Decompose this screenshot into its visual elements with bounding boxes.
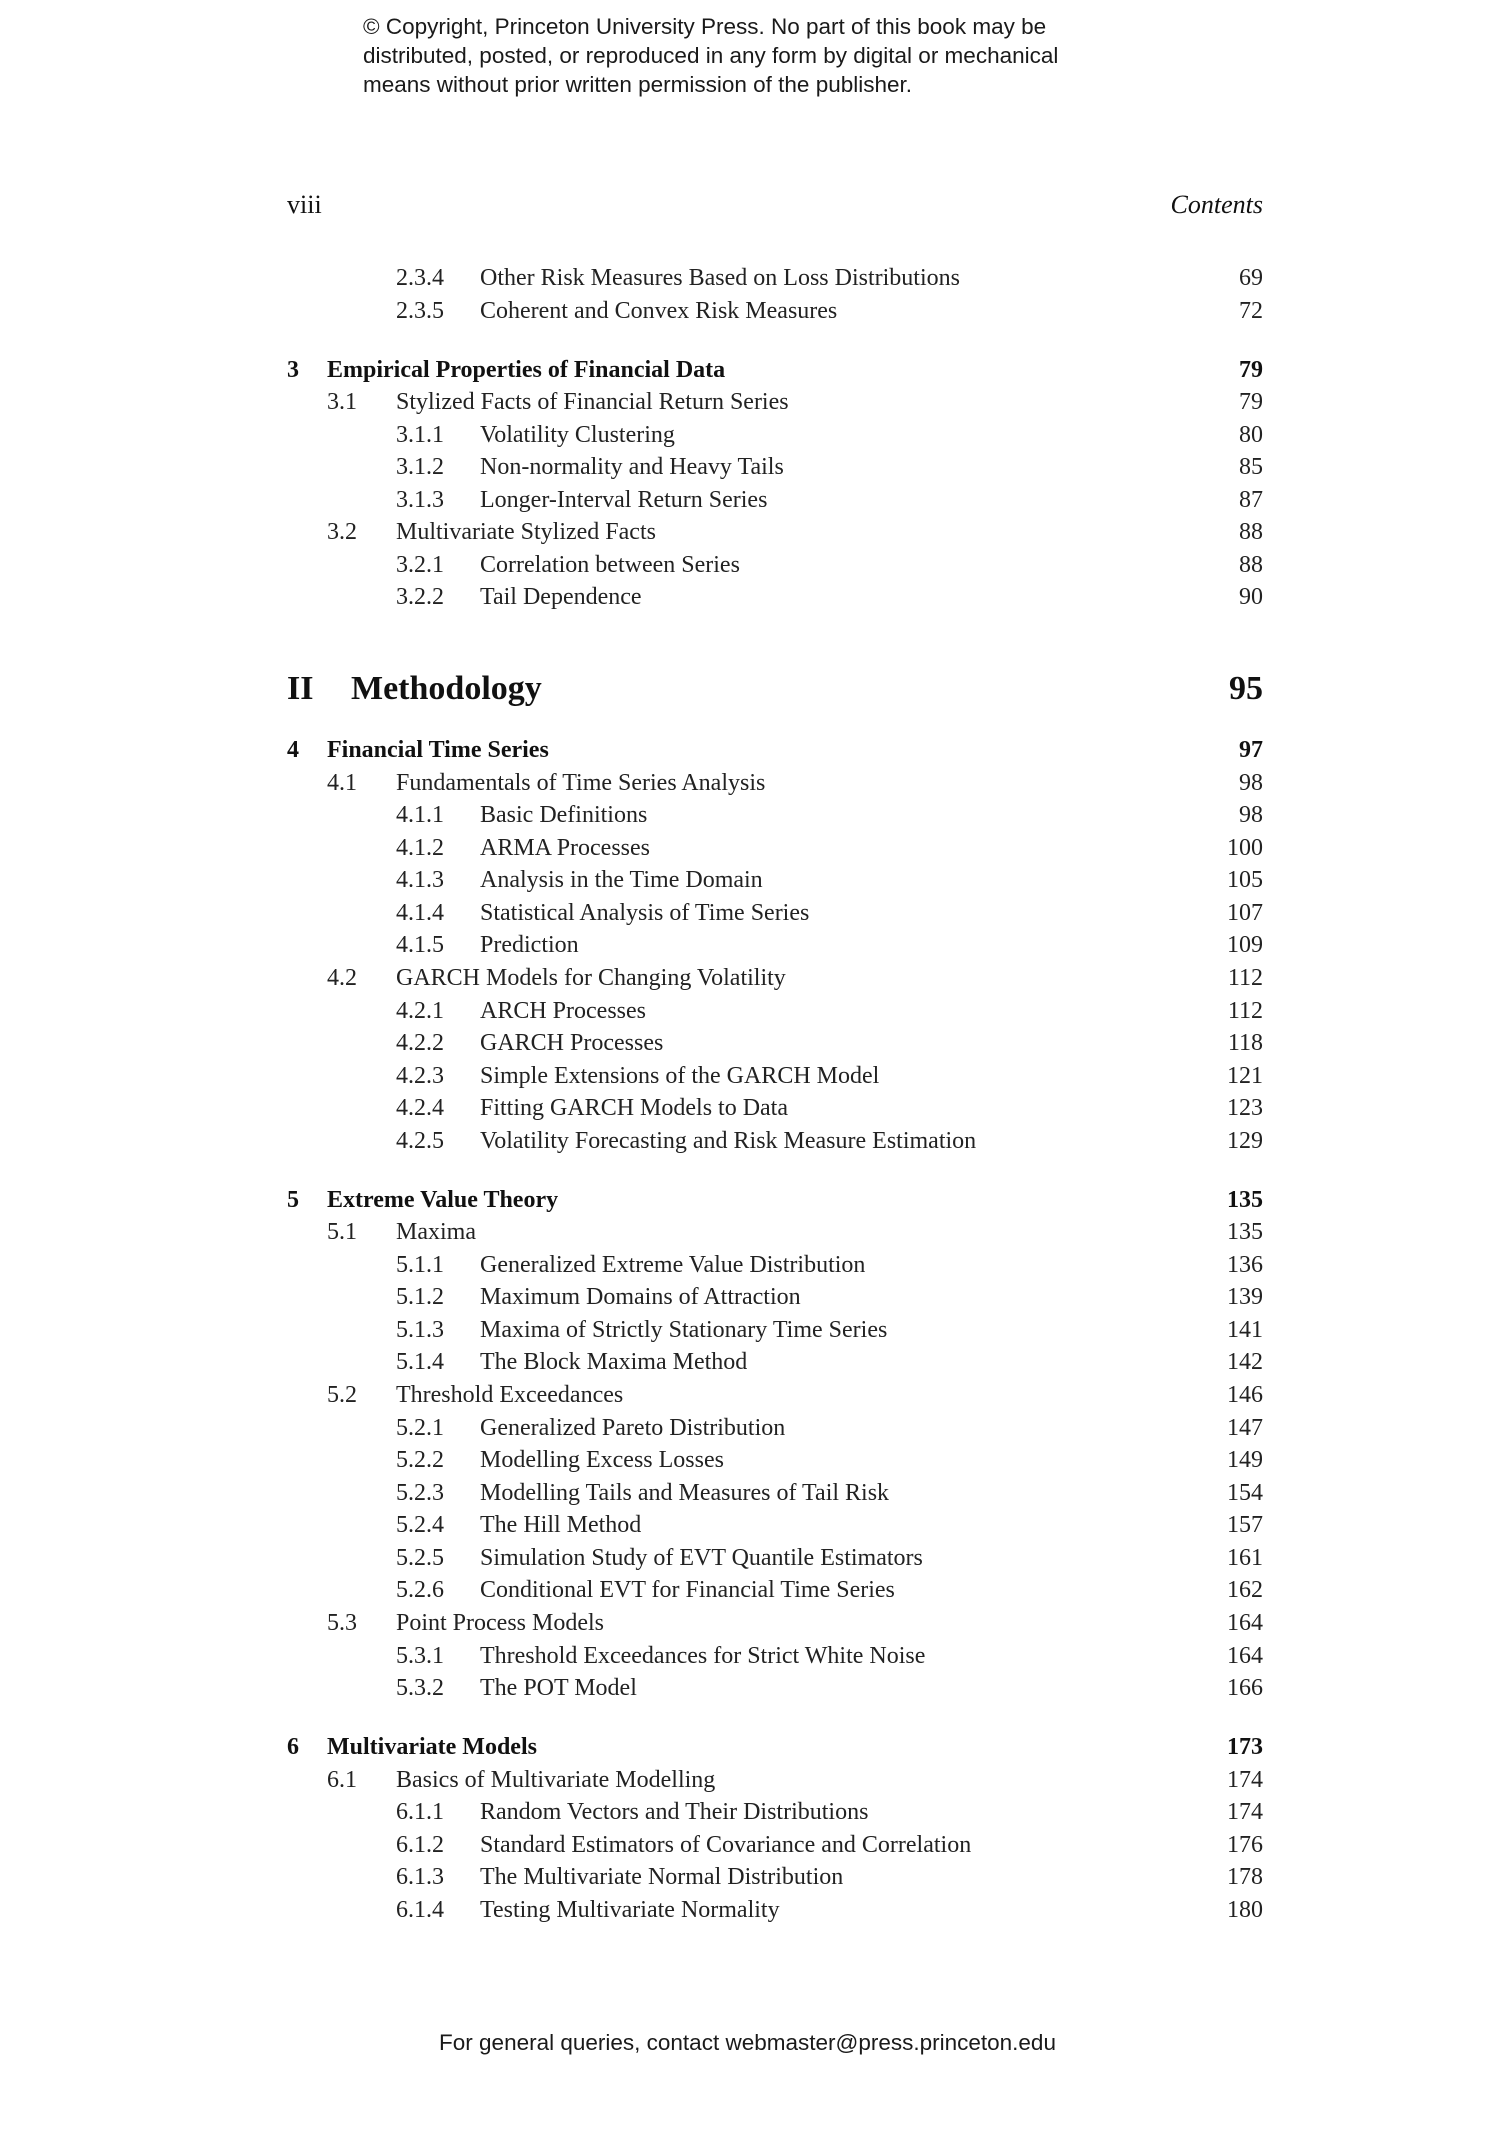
toc-entry-page: 98 [1239,802,1263,828]
toc-entry-subsection[interactable] [287,484,1263,516]
toc-entry-page: 109 [1227,932,1263,958]
toc-entry-title: Analysis in the Time Domain [480,867,763,893]
toc-entry-page: 164 [1227,1610,1263,1636]
toc-entry-section[interactable] [287,962,1263,994]
toc-entry-subsection[interactable] [287,451,1263,483]
toc-entry-number: 5.2.6 [396,1577,444,1603]
running-title: Contents [1170,190,1263,219]
toc-entry-page: 85 [1239,454,1263,480]
toc-entry-subsection[interactable] [287,1861,1263,1893]
toc-entry-page: 174 [1227,1799,1263,1825]
toc-entry-page: 79 [1239,357,1263,383]
toc-entry-chapter[interactable] [287,354,1263,386]
toc-entry-title: Modelling Excess Losses [480,1447,724,1473]
toc-entry-page: 88 [1239,519,1263,545]
toc-entry-number: 5.2.3 [396,1480,444,1506]
toc-entry-number: 6.1.4 [396,1897,444,1923]
toc-entry-number: 5 [287,1187,299,1213]
toc-entry-title: Statistical Analysis of Time Series [480,900,810,926]
toc-entry-number: 5.1.3 [396,1317,444,1343]
toc-entry-page: 173 [1227,1734,1263,1760]
toc-entry-section[interactable] [287,386,1263,418]
toc-entry-page: 176 [1227,1832,1263,1858]
toc-entry-title: GARCH Processes [480,1030,664,1056]
toc-entry-title: Modelling Tails and Measures of Tail Risk [480,1480,890,1506]
toc-entry-title: Maxima of Strictly Stationary Time Series [480,1317,888,1343]
toc-entry-number: 4.1.1 [396,802,444,828]
toc-entry-title: ARMA Processes [480,835,651,861]
toc-entry-subsection[interactable] [287,1125,1263,1157]
toc-entry-page: 180 [1227,1897,1263,1923]
toc-entry-page: 162 [1227,1577,1263,1603]
toc-entry-number: 6 [287,1734,299,1760]
toc-entry-number: 2.3.5 [396,298,444,324]
toc-entry-number: 6.1 [327,1767,357,1793]
toc-entry-subsection[interactable] [287,897,1263,929]
toc-entry-title: Longer-Interval Return Series [480,487,768,513]
toc-entry-subsection[interactable] [287,929,1263,961]
toc-entry-number: 5.2.2 [396,1447,444,1473]
toc-entry-section[interactable] [287,516,1263,548]
toc-entry-chapter[interactable] [287,1731,1263,1763]
toc-entry-subsection[interactable] [287,1444,1263,1476]
toc-entry-number: 3.1 [327,389,357,415]
toc-entry-number: 4.1 [327,770,357,796]
toc-entry-subsection[interactable] [287,419,1263,451]
toc-entry-number: II [287,670,314,707]
toc-entry-number: 4.1.2 [396,835,444,861]
toc-entry-title: Fitting GARCH Models to Data [480,1095,789,1121]
toc-entry-number: 6.1.3 [396,1864,444,1890]
toc-entry-chapter[interactable] [287,734,1263,766]
toc-entry-page: 112 [1227,965,1263,991]
toc-entry-title: ARCH Processes [480,998,646,1024]
toc-entry-number: 5.3.2 [396,1675,444,1701]
toc-entry-page: 147 [1227,1415,1263,1441]
toc-entry-page: 129 [1227,1128,1263,1154]
toc-entry-section[interactable] [287,1764,1263,1796]
copyright-notice [363,12,1123,99]
toc-entry-title: Correlation between Series [480,552,740,578]
toc-entry-page: 100 [1227,835,1263,861]
toc-entry-section[interactable] [287,1216,1263,1248]
toc-entry-subsection[interactable] [287,1477,1263,1509]
toc-entry-subsection[interactable] [287,581,1263,613]
toc-entry-page: 118 [1227,1030,1263,1056]
toc-entry-subsection[interactable] [287,1281,1263,1313]
toc-entry-page: 121 [1227,1063,1263,1089]
toc-entry-subsection[interactable] [287,995,1263,1027]
toc-entry-page: 95 [1229,670,1263,707]
toc-entry-page: 161 [1227,1545,1263,1571]
toc-entry-page: 135 [1227,1219,1263,1245]
toc-entry-chapter[interactable] [287,1184,1263,1216]
toc-entry-subsection[interactable] [287,1542,1263,1574]
toc-entry-title: Methodology [351,670,542,707]
toc-entry-title: Volatility Clustering [480,422,675,448]
toc-entry-title: Conditional EVT for Financial Time Series [480,1577,895,1603]
toc-entry-subsection[interactable] [287,832,1263,864]
toc-entry-number: 5.1 [327,1219,357,1245]
toc-entry-title: Volatility Forecasting and Risk Measure Estimation [480,1128,977,1154]
toc-entry-title: Generalized Pareto Distribution [480,1415,786,1441]
toc-entry-title: Maxima [396,1219,476,1245]
toc-entry-subsection[interactable] [287,1346,1263,1378]
toc-entry-page: 136 [1227,1252,1263,1278]
toc-entry-subsection[interactable] [287,1829,1263,1861]
page-number: viii [287,190,322,219]
toc-entry-title: Prediction [480,932,579,958]
toc-entry-number: 6.1.1 [396,1799,444,1825]
toc-entry-page: 157 [1227,1512,1263,1538]
toc-entry-title: Empirical Properties of Financial Data [327,357,726,383]
toc-entry-page: 164 [1227,1643,1263,1669]
toc-entry-title: GARCH Models for Changing Volatility [396,965,786,991]
toc-entry-number: 3.1.3 [396,487,444,513]
toc-entry-subsection[interactable] [287,1640,1263,1672]
footer-text: For general queries, contact webmaster@press.princeton.edu [439,2030,1056,2055]
toc-entry-number: 5.1.4 [396,1349,444,1375]
toc-entry-number: 4.2.4 [396,1095,444,1121]
toc-entry-page: 69 [1239,265,1263,291]
toc-entry-number: 5.2.5 [396,1545,444,1571]
toc-entry-page: 135 [1227,1187,1263,1213]
toc-entry-number: 6.1.2 [396,1832,444,1858]
toc-entry-number: 3.2.1 [396,552,444,578]
toc-entry-page: 178 [1227,1864,1263,1890]
toc-entry-subsection[interactable] [287,295,1263,327]
toc-entry-number: 5.2.1 [396,1415,444,1441]
toc-entry-page: 174 [1227,1767,1263,1793]
toc-entry-title: Extreme Value Theory [327,1187,559,1213]
toc-entry-subsection[interactable] [287,1060,1263,1092]
toc-entry-number: 5.2 [327,1382,357,1408]
toc-entry-page: 139 [1227,1284,1263,1310]
toc-entry-title: The Block Maxima Method [480,1349,748,1375]
toc-entry-title: Standard Estimators of Covariance and Correlation [480,1832,972,1858]
toc-entry-number: 5.1.2 [396,1284,444,1310]
toc-entry-number: 4 [287,737,299,763]
toc-entry-number: 4.2 [327,965,357,991]
toc-entry-page: 166 [1227,1675,1263,1701]
toc-entry-title: Point Process Models [396,1610,605,1636]
toc-entry-subsection[interactable] [287,1092,1263,1124]
toc-entry-title: Basic Definitions [480,802,648,828]
toc-entry-title: Testing Multivariate Normality [480,1897,780,1923]
toc-entry-title: Other Risk Measures Based on Loss Distributions [480,265,960,291]
toc-entry-subsection[interactable] [287,1574,1263,1606]
toc-entry-subsection[interactable] [287,1796,1263,1828]
toc-entry-page: 80 [1239,422,1263,448]
toc-entry-section[interactable] [287,1607,1263,1639]
toc-entry-page: 149 [1227,1447,1263,1473]
toc-entry-page: 98 [1239,770,1263,796]
toc-entry-section[interactable] [287,1379,1263,1411]
toc-entry-title: Stylized Facts of Financial Return Series [396,389,789,415]
copyright-line: © Copyright, Princeton University Press. No part of this book may be [363,14,1047,39]
toc-entry-number: 4.1.5 [396,932,444,958]
toc-entry-number: 5.2.4 [396,1512,444,1538]
toc-entry-subsection[interactable] [287,1249,1263,1281]
toc-entry-title: Generalized Extreme Value Distribution [480,1252,866,1278]
toc-entry-section[interactable] [287,767,1263,799]
toc-entry-number: 4.1.3 [396,867,444,893]
toc-entry-subsection[interactable] [287,1314,1263,1346]
toc-entry-page: 146 [1227,1382,1263,1408]
toc-entry-title: The Hill Method [480,1512,642,1538]
toc-entry-page: 90 [1239,584,1263,610]
toc-entry-page: 97 [1239,737,1263,763]
footer [0,2030,1500,2056]
toc-entry-number: 5.3.1 [396,1643,444,1669]
toc-entry-title: Maximum Domains of Attraction [480,1284,801,1310]
toc-entry-page: 105 [1227,867,1263,893]
toc-entry-subsection[interactable] [287,1412,1263,1444]
toc-entry-title: Tail Dependence [480,584,642,610]
toc-entry-number: 2.3.4 [396,265,444,291]
toc-entry-title: Random Vectors and Their Distributions [480,1799,869,1825]
toc-entry-page: 79 [1239,389,1263,415]
toc-entry-page: 72 [1239,298,1263,324]
toc-entry-title: Financial Time Series [327,737,549,763]
toc-entry-page: 112 [1227,998,1263,1024]
toc-entry-subsection[interactable] [287,549,1263,581]
toc-entry-title: Fundamentals of Time Series Analysis [396,770,766,796]
toc-entry-subsection[interactable] [287,799,1263,831]
copyright-line: means without prior written permission of the publisher. [363,72,913,97]
toc-entry-title: Simulation Study of EVT Quantile Estimators [480,1545,923,1571]
toc-entry-title: Basics of Multivariate Modelling [396,1767,716,1793]
toc-entry-subsection[interactable] [287,1509,1263,1541]
toc-entry-title: Simple Extensions of the GARCH Model [480,1063,880,1089]
toc-entry-page: 88 [1239,552,1263,578]
toc-entry-page: 141 [1227,1317,1263,1343]
toc-entry-title: Threshold Exceedances for Strict White Noise [480,1643,926,1669]
toc-entry-part[interactable] [287,667,1263,711]
toc-entry-title: Coherent and Convex Risk Measures [480,298,838,324]
toc-entry-page: 142 [1227,1349,1263,1375]
toc-entry-number: 4.2.5 [396,1128,444,1154]
toc-entry-page: 107 [1227,900,1263,926]
toc-entry-title: Multivariate Stylized Facts [396,519,656,545]
toc-entry-title: The POT Model [480,1675,637,1701]
toc-entry-subsection[interactable] [287,1672,1263,1704]
toc-entry-number: 4.2.1 [396,998,444,1024]
toc-entry-number: 3.2 [327,519,357,545]
toc-entry-title: The Multivariate Normal Distribution [480,1864,844,1890]
toc-entry-page: 123 [1227,1095,1263,1121]
toc-entry-number: 4.1.4 [396,900,444,926]
toc-entry-number: 3 [287,357,299,383]
toc-entry-subsection[interactable] [287,1027,1263,1059]
toc-entry-number: 4.2.2 [396,1030,444,1056]
toc-entry-subsection[interactable] [287,262,1263,294]
toc-entry-number: 3.1.2 [396,454,444,480]
toc-entry-number: 5.1.1 [396,1252,444,1278]
toc-entry-page: 154 [1227,1480,1263,1506]
toc-entry-title: Non-normality and Heavy Tails [480,454,784,480]
toc-entry-subsection[interactable] [287,864,1263,896]
toc-entry-subsection[interactable] [287,1894,1263,1926]
copyright-line: distributed, posted, or reproduced in any form by digital or mechanical [363,43,1059,68]
running-head [287,190,1263,224]
toc-entry-title: Threshold Exceedances [396,1382,624,1408]
toc-entry-number: 3.1.1 [396,422,444,448]
toc-entry-number: 4.2.3 [396,1063,444,1089]
toc-entry-page: 87 [1239,487,1263,513]
toc-entry-number: 5.3 [327,1610,357,1636]
toc-entry-title: Multivariate Models [327,1734,537,1760]
toc-entry-number: 3.2.2 [396,584,444,610]
